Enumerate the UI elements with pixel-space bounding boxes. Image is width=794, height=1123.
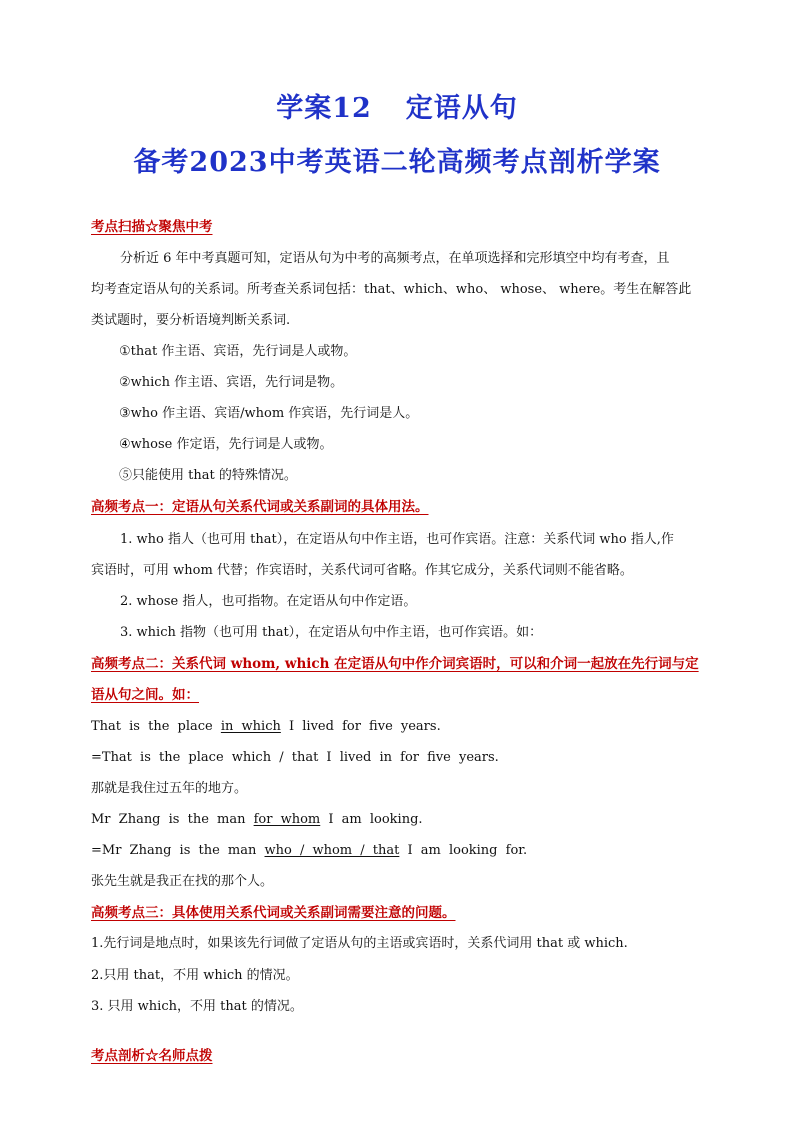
example-text: That is the place: [91, 719, 221, 734]
paragraph-line: 3. which 指物（也可用 that），在定语从句中作主语，也可作宾语。如：: [120, 625, 543, 640]
example-underlined: in which: [220, 719, 281, 734]
title-topic: 定语从句: [405, 93, 518, 124]
example-sentence: [91, 842, 527, 860]
document-title-line2: 备考2023中考英语二轮高频考点剖析学案: [133, 147, 661, 178]
section-heading-point-three: 高频考点三：具体使用关系代词或关系副词需要注意的问题。: [91, 905, 456, 921]
section-heading-scan: 考点扫描☆聚焦中考: [91, 219, 213, 235]
section-heading-point-two: 高频考点二：关系代词 whom, which 在定语从句中作介词宾语时，可以和介词一起放在先行词与定: [91, 656, 699, 672]
section-heading-point-one: 高频考点一：定语从句关系代词或关系副词的具体用法。: [91, 499, 429, 515]
paragraph-line: 2. whose 指人，也可指物。在定语从句中作定语。: [120, 594, 417, 609]
paragraph-line: 2.只用 that，不用 which 的情况。: [91, 968, 299, 983]
example-sentence: =That is the place which / that I lived in for five years.: [91, 750, 499, 765]
paragraph-line: 1.先行词是地点时，如果该先行词做了定语从句的主语或宾语时，关系代词用 that 或 which.: [91, 936, 628, 951]
example-translation: 张先生就是我正在找的那个人。: [91, 874, 274, 889]
intro-paragraph-line: 类试题时，要分析语境判断关系词.: [91, 313, 291, 328]
paragraph-line: 3. 只用 which，不用 that 的情况。: [91, 999, 303, 1014]
example-underlined: who / whom / that: [264, 843, 400, 858]
list-item: ②which 作主语、宾语，先行词是物。: [119, 375, 344, 390]
list-item: ④whose 作定语，先行词是人或物。: [119, 437, 333, 452]
example-translation: 那就是我住过五年的地方。: [91, 781, 248, 796]
example-text: I am looking for.: [399, 843, 528, 858]
example-underlined: for whom: [253, 812, 321, 827]
list-item: ③who 作主语、宾语/whom 作宾语，先行词是人。: [119, 406, 419, 421]
section-heading-analysis: 考点剖析☆名师点拨: [91, 1048, 213, 1064]
example-text: Mr Zhang is the man: [91, 812, 254, 827]
intro-paragraph-line: 均考查定语从句的关系词。所考查关系词包括：that、which、who、 whose、 where。考生在解答此: [91, 282, 692, 297]
list-item: ⑤只能使用 that 的特殊情况。: [119, 468, 297, 483]
example-sentence: [91, 811, 423, 829]
intro-paragraph-line: 分析近 6 年中考真题可知，定语从句为中考的高频考点，在单项选择和完形填空中均有考查，且: [120, 251, 670, 266]
example-sentence: [91, 718, 441, 736]
title-lesson-number: 学案12: [276, 93, 372, 124]
document-title-line1: [0, 86, 794, 125]
example-text: =Mr Zhang is the man: [91, 843, 265, 858]
section-heading-point-two-cont: 语从句之间。如：: [91, 687, 199, 703]
example-text: I am looking.: [320, 812, 423, 827]
list-item: ①that 作主语、宾语，先行词是人或物。: [119, 344, 357, 359]
example-text: I lived for five years.: [280, 719, 441, 734]
paragraph-line: 宾语时，可用 whom 代替；作宾语时，关系代词可省略。作其它成分，关系代词则不能省略。: [91, 563, 633, 578]
paragraph-line: 1. who 指人（也可用 that），在定语从句中作主语，也可作宾语。注意：关系代词 who 指人,作: [120, 532, 674, 547]
